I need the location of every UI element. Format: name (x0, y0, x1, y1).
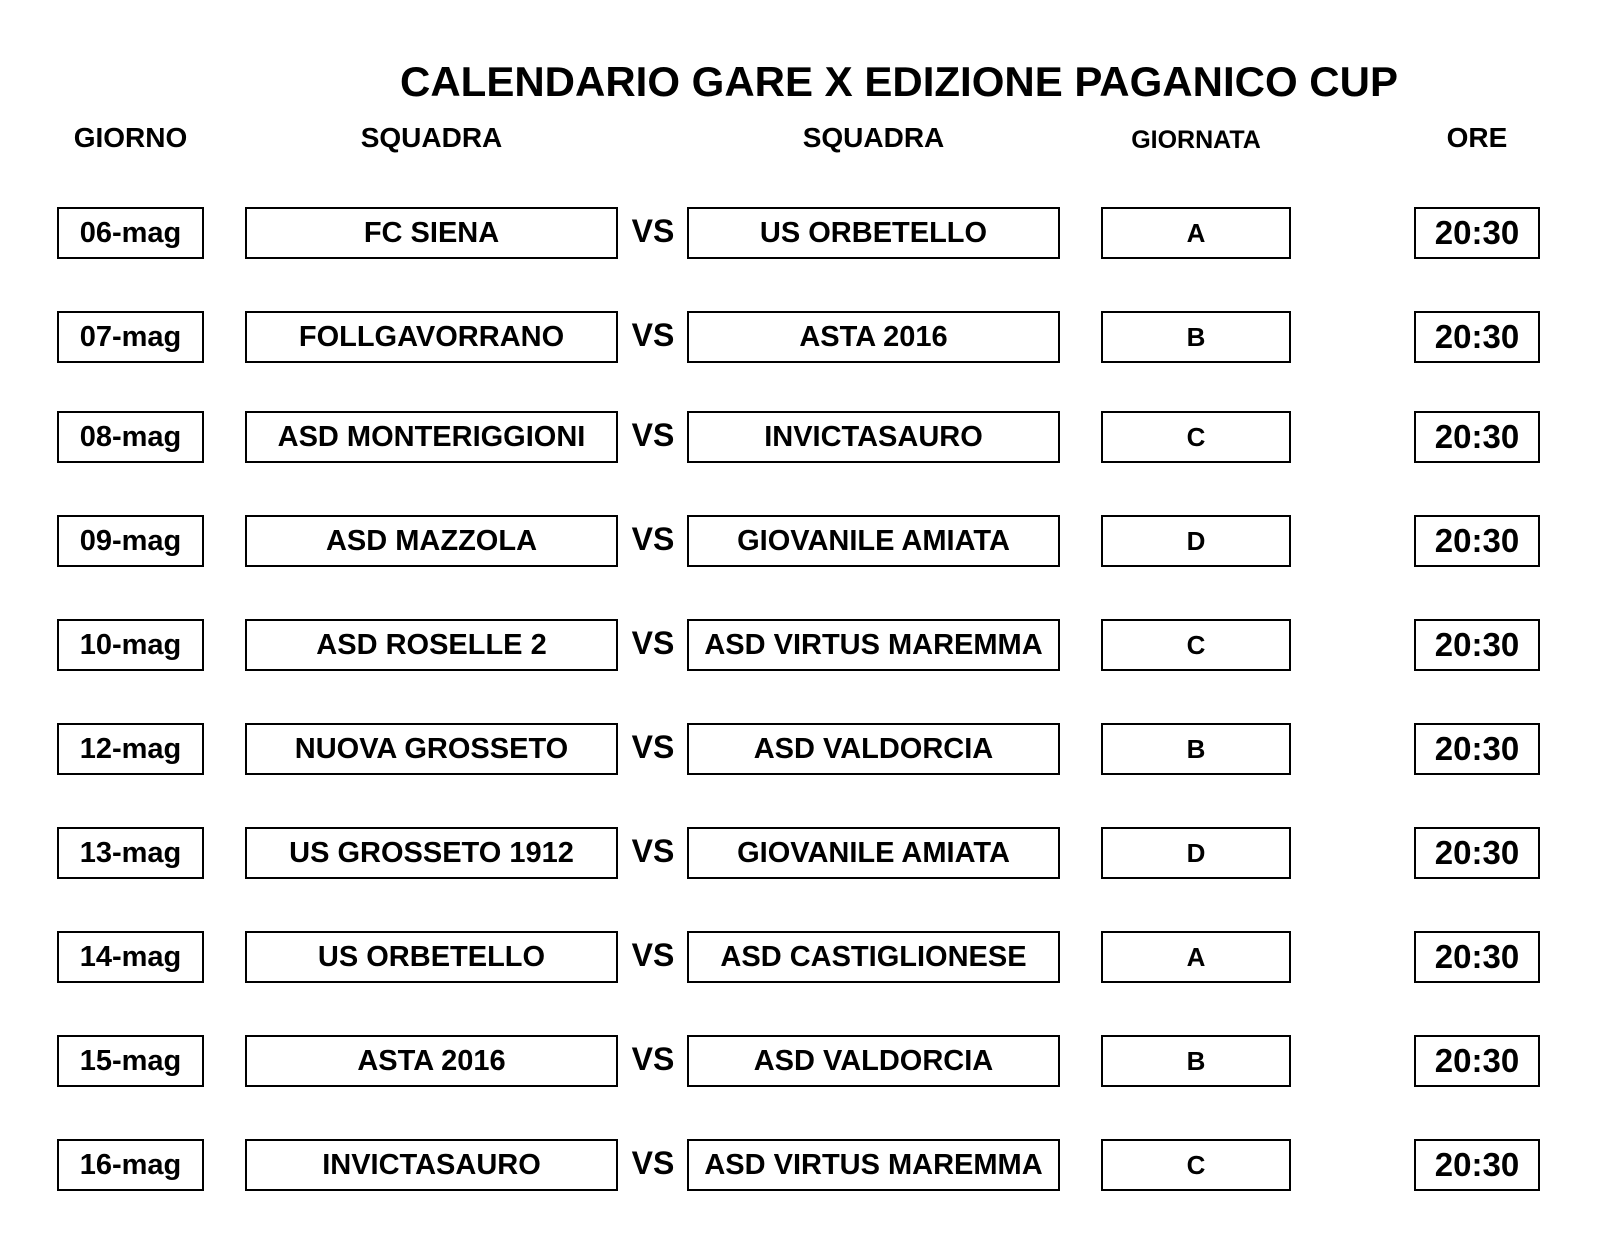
match-home-team: ASTA 2016 (245, 1035, 618, 1087)
vs-label: VS (631, 317, 675, 353)
match-group: A (1101, 931, 1291, 983)
match-group: A (1101, 207, 1291, 259)
match-group: B (1101, 1035, 1291, 1087)
match-home-team: ASD MAZZOLA (245, 515, 618, 567)
match-row (0, 931, 1620, 985)
match-time: 20:30 (1414, 207, 1540, 259)
match-row (0, 1139, 1620, 1193)
match-row (0, 723, 1620, 777)
match-time: 20:30 (1414, 1139, 1540, 1191)
match-time: 20:30 (1414, 931, 1540, 983)
match-away-team: ASD CASTIGLIONESE (687, 931, 1060, 983)
match-home-team: INVICTASAURO (245, 1139, 618, 1191)
match-home-team: US GROSSETO 1912 (245, 827, 618, 879)
match-day: 06-mag (57, 207, 204, 259)
match-time: 20:30 (1414, 1035, 1540, 1087)
vs-label: VS (631, 729, 675, 765)
match-away-team: ASD VALDORCIA (687, 1035, 1060, 1087)
match-group: B (1101, 311, 1291, 363)
match-home-team: FOLLGAVORRANO (245, 311, 618, 363)
match-group: C (1101, 411, 1291, 463)
match-home-team: US ORBETELLO (245, 931, 618, 983)
header-squadra-2: SQUADRA (802, 122, 945, 153)
match-home-team: FC SIENA (245, 207, 618, 259)
match-away-team: INVICTASAURO (687, 411, 1060, 463)
match-day: 09-mag (57, 515, 204, 567)
match-time: 20:30 (1414, 619, 1540, 671)
vs-label: VS (631, 417, 675, 453)
match-day: 16-mag (57, 1139, 204, 1191)
match-time: 20:30 (1414, 827, 1540, 879)
match-row (0, 619, 1620, 673)
match-row (0, 411, 1620, 465)
match-group: C (1101, 1139, 1291, 1191)
match-group: B (1101, 723, 1291, 775)
match-group: C (1101, 619, 1291, 671)
match-time: 20:30 (1414, 411, 1540, 463)
header-giornata: GIORNATA (1131, 126, 1261, 154)
match-row (0, 1035, 1620, 1089)
vs-label: VS (631, 625, 675, 661)
match-day: 13-mag (57, 827, 204, 879)
match-time: 20:30 (1414, 515, 1540, 567)
vs-label: VS (631, 1145, 675, 1181)
match-time: 20:30 (1414, 311, 1540, 363)
match-row (0, 827, 1620, 881)
match-home-team: ASD MONTERIGGIONI (245, 411, 618, 463)
match-time: 20:30 (1414, 723, 1540, 775)
match-day: 12-mag (57, 723, 204, 775)
match-away-team: ASTA 2016 (687, 311, 1060, 363)
match-day: 07-mag (57, 311, 204, 363)
match-group: D (1101, 827, 1291, 879)
vs-label: VS (631, 1041, 675, 1077)
match-day: 10-mag (57, 619, 204, 671)
header-ore: ORE (1446, 122, 1508, 153)
match-away-team: ASD VIRTUS MAREMMA (687, 1139, 1060, 1191)
match-away-team: ASD VALDORCIA (687, 723, 1060, 775)
vs-label: VS (631, 521, 675, 557)
match-row (0, 311, 1620, 365)
header-squadra-1: SQUADRA (360, 122, 503, 153)
vs-label: VS (631, 937, 675, 973)
header-giorno: GIORNO (73, 122, 188, 153)
match-away-team: US ORBETELLO (687, 207, 1060, 259)
match-day: 15-mag (57, 1035, 204, 1087)
match-day: 08-mag (57, 411, 204, 463)
match-home-team: NUOVA GROSSETO (245, 723, 618, 775)
match-row (0, 207, 1620, 261)
match-away-team: GIOVANILE AMIATA (687, 515, 1060, 567)
match-row (0, 515, 1620, 569)
vs-label: VS (631, 213, 675, 249)
vs-label: VS (631, 833, 675, 869)
match-day: 14-mag (57, 931, 204, 983)
match-home-team: ASD ROSELLE 2 (245, 619, 618, 671)
page-title: CALENDARIO GARE X EDIZIONE PAGANICO CUP (400, 58, 1398, 105)
match-group: D (1101, 515, 1291, 567)
match-away-team: GIOVANILE AMIATA (687, 827, 1060, 879)
match-away-team: ASD VIRTUS MAREMMA (687, 619, 1060, 671)
